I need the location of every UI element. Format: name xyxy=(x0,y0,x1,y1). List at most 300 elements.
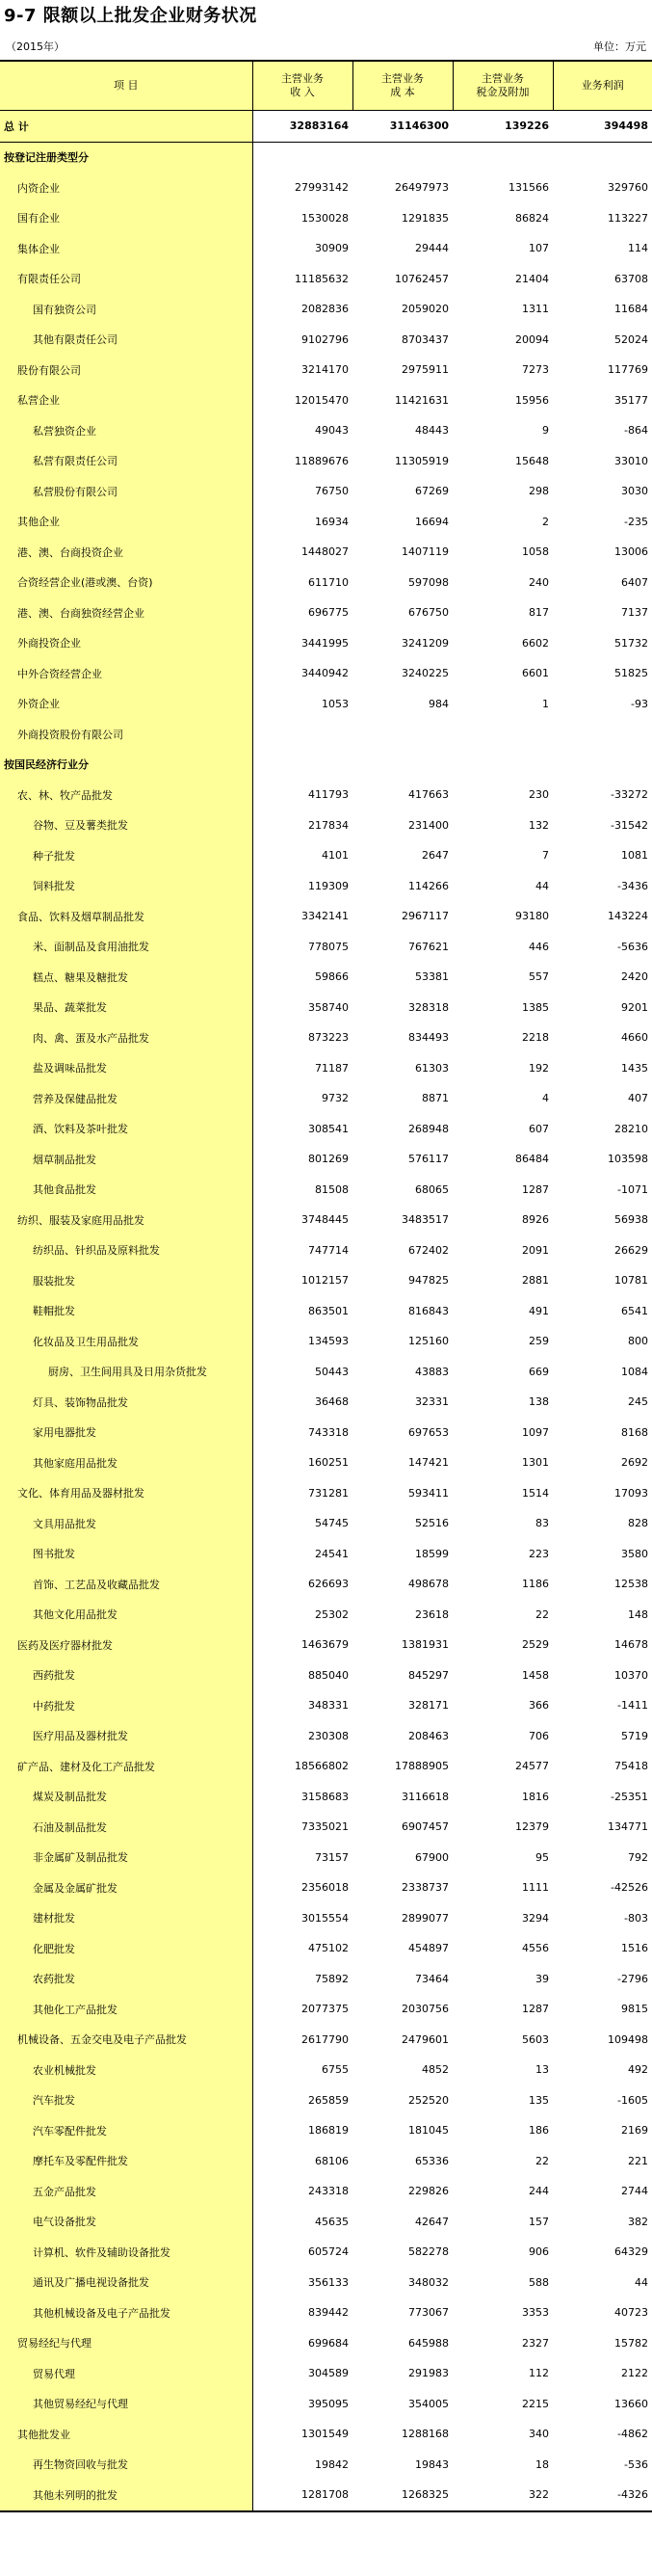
table-row xyxy=(0,871,652,902)
cost-cell: 67269 xyxy=(415,485,449,498)
profit-cell: 28210 xyxy=(614,1122,648,1135)
table-row xyxy=(0,2268,652,2298)
tax-cell: 112 xyxy=(529,2367,549,2380)
cost-cell: 26497973 xyxy=(395,181,449,195)
row-label: 贸易代理 xyxy=(0,2358,252,2389)
table-row xyxy=(0,264,652,295)
row-label: 农药批发 xyxy=(0,1964,252,1995)
row-label: 农业机械批发 xyxy=(0,2055,252,2085)
cost-cell: 11421631 xyxy=(395,393,449,407)
cost-cell: 17888905 xyxy=(395,1760,449,1773)
row-label: 谷物、豆及薯类批发 xyxy=(0,810,252,841)
cost-cell: 4852 xyxy=(422,2063,449,2077)
row-label: 股份有限公司 xyxy=(0,355,252,385)
table-row xyxy=(0,1022,652,1053)
revenue-cell: 1301549 xyxy=(301,2428,349,2441)
revenue-cell: 863501 xyxy=(308,1304,349,1317)
revenue-cell: 230308 xyxy=(308,1729,349,1742)
cost-cell: 181045 xyxy=(408,2124,449,2138)
cost-cell: 845297 xyxy=(408,1668,449,1682)
profit-cell: -25351 xyxy=(611,1790,648,1803)
tax-cell: 4 xyxy=(542,1092,549,1105)
cost-cell: 697653 xyxy=(408,1425,449,1439)
table-row xyxy=(0,2419,652,2450)
header-text: 主营业务 xyxy=(482,72,524,85)
cost-cell: 984 xyxy=(429,697,449,710)
revenue-cell: 3440942 xyxy=(301,667,349,680)
tax-cell: 6601 xyxy=(522,667,549,680)
row-label: 首饰、工艺品及收藏品批发 xyxy=(0,1569,252,1600)
row-label: 非金属矿及制品批发 xyxy=(0,1843,252,1873)
row-label: 其他有限责任公司 xyxy=(0,325,252,356)
table-row xyxy=(0,1447,652,1478)
tax-cell: 83 xyxy=(535,1517,549,1530)
row-label: 矿产品、建材及化工产品批发 xyxy=(0,1751,252,1782)
row-label: 酒、饮料及茶叶批发 xyxy=(0,1114,252,1145)
revenue-cell: 605724 xyxy=(308,2245,349,2259)
table-row xyxy=(0,1083,652,1114)
profit-cell: 51825 xyxy=(614,667,648,680)
table-row xyxy=(0,355,652,385)
cost-cell: 773067 xyxy=(408,2306,449,2320)
revenue-cell: 356133 xyxy=(308,2275,349,2289)
row-label: 汽车零配件批发 xyxy=(0,2115,252,2146)
revenue-cell: 76750 xyxy=(315,485,349,498)
tax-cell: 12379 xyxy=(515,1820,549,1834)
row-label: 盐及调味品批发 xyxy=(0,1053,252,1084)
cost-cell: 8703437 xyxy=(402,332,449,346)
cost-cell: 43883 xyxy=(415,1365,449,1378)
tax-cell: 139226 xyxy=(453,111,553,143)
cost-cell: 1268325 xyxy=(352,2480,453,2511)
table-row xyxy=(0,1265,652,1296)
revenue-cell: 30909 xyxy=(315,242,349,255)
tax-cell: 491 xyxy=(529,1304,549,1317)
profit-cell: 1516 xyxy=(621,1942,648,1955)
revenue-cell: 18566802 xyxy=(295,1760,349,1773)
revenue-cell: 4101 xyxy=(322,849,349,863)
row-label: 纺织品、针织品及原料批发 xyxy=(0,1235,252,1266)
tax-cell: 1816 xyxy=(522,1790,549,1803)
revenue-cell: 395095 xyxy=(308,2397,349,2410)
row-label: 通讯及广播电视设备批发 xyxy=(0,2268,252,2298)
table-row xyxy=(0,962,652,993)
tax-cell: 2215 xyxy=(522,2397,549,2410)
row-label: 其他食品批发 xyxy=(0,1175,252,1206)
cost-cell: 3240225 xyxy=(402,667,449,680)
row-label: 按国民经济行业分 xyxy=(0,750,252,781)
row-label: 煤炭及制品批发 xyxy=(0,1782,252,1813)
cost-cell: 834493 xyxy=(408,1031,449,1045)
table-row xyxy=(0,1660,652,1691)
cost-cell: 48443 xyxy=(415,424,449,438)
revenue-cell: 3158683 xyxy=(301,1790,349,1803)
cost-cell: 31146300 xyxy=(352,111,453,143)
revenue-cell: 2617790 xyxy=(301,2032,349,2046)
profit-cell: 56938 xyxy=(614,1213,648,1227)
tax-cell: 706 xyxy=(529,1729,549,1742)
table-row xyxy=(0,1357,652,1388)
tax-cell: 669 xyxy=(529,1365,549,1378)
table-row xyxy=(0,507,652,538)
profit-cell: 492 xyxy=(628,2063,648,2077)
revenue-cell: 873223 xyxy=(308,1031,349,1045)
cost-cell: 208463 xyxy=(408,1729,449,1742)
row-label: 其他机械设备及电子产品批发 xyxy=(0,2297,252,2328)
cost-cell: 42647 xyxy=(415,2215,449,2228)
profit-cell: 7137 xyxy=(621,606,648,620)
row-label: 中药批发 xyxy=(0,1690,252,1721)
table-row xyxy=(0,810,652,841)
cost-cell: 1291835 xyxy=(402,211,449,225)
cost-cell: 8871 xyxy=(422,1092,449,1105)
profit-cell: 245 xyxy=(628,1395,648,1409)
table-row xyxy=(0,901,652,932)
tax-cell: 7273 xyxy=(522,363,549,377)
tax-cell: 1458 xyxy=(522,1668,549,1682)
cost-cell: 29444 xyxy=(415,242,449,255)
tax-cell: 607 xyxy=(529,1122,549,1135)
row-label: 外资企业 xyxy=(0,689,252,720)
tax-cell: 2091 xyxy=(522,1243,549,1257)
profit-cell: 117769 xyxy=(608,363,648,377)
profit-cell: 329760 xyxy=(608,181,648,195)
tax-cell: 2218 xyxy=(522,1031,549,1045)
profit-cell: 6541 xyxy=(621,1304,648,1317)
revenue-cell: 27993142 xyxy=(295,181,349,195)
profit-cell: 52024 xyxy=(614,332,648,346)
revenue-cell: 265859 xyxy=(308,2093,349,2107)
cost-cell xyxy=(352,750,453,781)
row-label: 五金产品批发 xyxy=(0,2176,252,2207)
profit-cell: 1435 xyxy=(621,1061,648,1075)
revenue-cell: 1448027 xyxy=(301,545,349,559)
row-label: 私营股份有限公司 xyxy=(0,476,252,507)
header-tax xyxy=(453,61,553,111)
table-row xyxy=(0,2025,652,2056)
cost-cell: 2059020 xyxy=(402,303,449,316)
revenue-cell: 243318 xyxy=(308,2185,349,2198)
revenue-cell: 217834 xyxy=(308,818,349,832)
tax-cell: 557 xyxy=(529,970,549,984)
profit-cell: 75418 xyxy=(614,1760,648,1773)
profit-cell: 1084 xyxy=(621,1365,648,1378)
revenue-cell: 16934 xyxy=(315,515,349,528)
row-label: 烟草制品批发 xyxy=(0,1144,252,1175)
cost-cell: 16694 xyxy=(415,515,449,528)
profit-cell: -4326 xyxy=(553,2480,652,2511)
cost-cell: 1381931 xyxy=(402,1638,449,1652)
table-row xyxy=(0,1296,652,1327)
tax-cell: 2881 xyxy=(522,1274,549,1288)
cost-cell: 61303 xyxy=(415,1061,449,1075)
cost-cell: 582278 xyxy=(408,2245,449,2259)
cost-cell: 252520 xyxy=(408,2093,449,2107)
profit-cell xyxy=(553,142,652,173)
revenue-cell: 1281708 xyxy=(252,2480,352,2511)
tax-cell: 1301 xyxy=(522,1456,549,1470)
header-text: 主营业务 xyxy=(281,72,324,85)
row-label: 中外合资经营企业 xyxy=(0,658,252,689)
row-label: 私营有限责任公司 xyxy=(0,446,252,477)
table-row xyxy=(0,1478,652,1509)
revenue-cell: 81508 xyxy=(315,1182,349,1196)
row-label: 港、澳、台商独资经营企业 xyxy=(0,598,252,628)
row-label: 营养及保健品批发 xyxy=(0,1083,252,1114)
revenue-cell: 3015554 xyxy=(301,1911,349,1925)
table-header xyxy=(0,61,652,111)
row-label: 外商投资企业 xyxy=(0,628,252,659)
cost-cell: 32331 xyxy=(415,1395,449,1409)
cost-cell: 672402 xyxy=(408,1243,449,1257)
header-cost xyxy=(352,61,453,111)
profit-cell: 10781 xyxy=(614,1274,648,1288)
table-row xyxy=(0,719,652,750)
row-label: 图书批发 xyxy=(0,1539,252,1570)
row-label: 化肥批发 xyxy=(0,1933,252,1964)
row-label: 果品、蔬菜批发 xyxy=(0,993,252,1023)
row-label: 国有企业 xyxy=(0,203,252,234)
table-row xyxy=(0,1508,652,1539)
row-label: 服装批发 xyxy=(0,1265,252,1296)
table-row xyxy=(0,415,652,446)
tax-cell: 3353 xyxy=(522,2306,549,2320)
revenue-cell: 3748445 xyxy=(301,1213,349,1227)
tax-cell: 138 xyxy=(529,1395,549,1409)
tax-cell: 86824 xyxy=(515,211,549,225)
row-label: 其他企业 xyxy=(0,507,252,538)
cost-cell: 645988 xyxy=(408,2336,449,2350)
table-row xyxy=(0,1964,652,1995)
table-row xyxy=(0,1418,652,1448)
profit-cell: 2420 xyxy=(621,970,648,984)
row-label: 私营企业 xyxy=(0,385,252,416)
row-label: 有限责任公司 xyxy=(0,264,252,295)
revenue-cell: 71187 xyxy=(315,1061,349,1075)
row-label: 其他批发业 xyxy=(0,2419,252,2450)
tax-cell: 230 xyxy=(529,788,549,802)
cost-cell: 1407119 xyxy=(402,545,449,559)
profit-cell xyxy=(553,719,652,750)
table-row xyxy=(0,2328,652,2359)
profit-cell: 6407 xyxy=(621,575,648,589)
row-label: 西药批发 xyxy=(0,1660,252,1691)
table-row xyxy=(0,993,652,1023)
row-label: 内资企业 xyxy=(0,173,252,203)
tax-cell: 588 xyxy=(529,2275,549,2289)
profit-cell: 63708 xyxy=(614,272,648,285)
tax-cell: 259 xyxy=(529,1335,549,1348)
profit-cell: 10370 xyxy=(614,1668,648,1682)
total-row xyxy=(0,111,652,143)
revenue-cell: 54745 xyxy=(315,1517,349,1530)
financial-table xyxy=(0,60,652,2512)
table-row xyxy=(0,325,652,356)
table-row xyxy=(0,628,652,659)
cost-cell: 2967117 xyxy=(402,910,449,923)
table-row xyxy=(0,233,652,264)
tax-cell: 1097 xyxy=(522,1425,549,1439)
cost-cell: 68065 xyxy=(415,1182,449,1196)
table-row xyxy=(0,689,652,720)
cost-cell: 19843 xyxy=(415,2457,449,2471)
section-row xyxy=(0,750,652,781)
profit-cell: 44 xyxy=(635,2275,648,2289)
tax-cell: 107 xyxy=(529,242,549,255)
revenue-cell: 45635 xyxy=(315,2215,349,2228)
revenue-cell: 3214170 xyxy=(301,363,349,377)
revenue-cell: 3342141 xyxy=(301,910,349,923)
tax-cell: 3294 xyxy=(522,1911,549,1925)
cost-cell: 291983 xyxy=(408,2367,449,2380)
row-label: 糕点、糖果及糖批发 xyxy=(0,962,252,993)
table-row xyxy=(0,537,652,568)
revenue-cell: 3441995 xyxy=(301,636,349,650)
cost-cell: 11305919 xyxy=(395,454,449,467)
cost-cell: 231400 xyxy=(408,818,449,832)
table-row xyxy=(0,2115,652,2146)
cost-cell: 354005 xyxy=(408,2397,449,2410)
tax-cell: 1186 xyxy=(522,1578,549,1591)
tax-cell: 132 xyxy=(529,818,549,832)
profit-cell: 15782 xyxy=(614,2336,648,2350)
page-title: 9-7 限额以上批发企业财务状况 xyxy=(4,6,257,26)
revenue-cell: 186819 xyxy=(308,2124,349,2138)
table-caption-row xyxy=(0,39,652,54)
profit-cell: -31542 xyxy=(611,818,648,832)
revenue-cell: 160251 xyxy=(308,1456,349,1470)
cost-cell xyxy=(352,719,453,750)
cost-cell: 454897 xyxy=(408,1942,449,1955)
row-label: 外商投资股份有限公司 xyxy=(0,719,252,750)
table-row xyxy=(0,1387,652,1418)
profit-cell: -864 xyxy=(624,424,648,438)
row-label: 家用电器批发 xyxy=(0,1418,252,1448)
tax-cell: 4556 xyxy=(522,1942,549,1955)
revenue-cell: 611710 xyxy=(308,575,349,589)
tax-cell: 446 xyxy=(529,940,549,953)
tax-cell: 244 xyxy=(529,2185,549,2198)
revenue-cell: 134593 xyxy=(308,1335,349,1348)
revenue-cell: 68106 xyxy=(315,2154,349,2167)
table-row xyxy=(0,1782,652,1813)
revenue-cell: 475102 xyxy=(308,1942,349,1955)
table-row xyxy=(0,1235,652,1266)
tax-cell xyxy=(453,750,553,781)
revenue-cell: 699684 xyxy=(308,2336,349,2350)
cost-cell: 676750 xyxy=(408,606,449,620)
profit-cell: 800 xyxy=(628,1335,648,1348)
profit-cell: 12538 xyxy=(614,1578,648,1591)
profit-cell: 407 xyxy=(628,1092,648,1105)
table-row xyxy=(0,1053,652,1084)
profit-cell: 3030 xyxy=(621,485,648,498)
table-row xyxy=(0,1114,652,1145)
table-row xyxy=(0,2389,652,2420)
profit-cell: -1605 xyxy=(617,2093,648,2107)
tax-cell: 22 xyxy=(535,1607,549,1621)
profit-cell: 828 xyxy=(628,1517,648,1530)
table-row xyxy=(0,1326,652,1357)
row-label: 食品、饮料及烟草制品批发 xyxy=(0,901,252,932)
cost-cell: 18599 xyxy=(415,1547,449,1560)
table-row xyxy=(0,2450,652,2481)
revenue-cell: 348331 xyxy=(308,1699,349,1713)
revenue-cell: 2082836 xyxy=(301,303,349,316)
tax-cell: 95 xyxy=(535,1850,549,1864)
cost-cell: 498678 xyxy=(408,1578,449,1591)
revenue-cell: 778075 xyxy=(308,940,349,953)
row-label: 私营独资企业 xyxy=(0,415,252,446)
revenue-cell: 75892 xyxy=(315,1972,349,1985)
header-text: 成 本 xyxy=(390,86,415,98)
revenue-cell: 49043 xyxy=(315,424,349,438)
profit-cell: 17093 xyxy=(614,1486,648,1500)
row-label: 其他家庭用品批发 xyxy=(0,1447,252,1478)
row-label: 按登记注册类型分 xyxy=(0,142,252,173)
header-item xyxy=(0,61,252,111)
revenue-cell: 626693 xyxy=(308,1578,349,1591)
tax-cell: 1058 xyxy=(522,545,549,559)
tax-cell: 93180 xyxy=(515,910,549,923)
revenue-cell: 19842 xyxy=(315,2457,349,2471)
revenue-cell: 308541 xyxy=(308,1122,349,1135)
revenue-cell: 12015470 xyxy=(295,393,349,407)
cost-cell: 53381 xyxy=(415,970,449,984)
profit-cell: 382 xyxy=(628,2215,648,2228)
profit-cell: 9815 xyxy=(621,2003,648,2016)
row-label: 机械设备、五金交电及电子产品批发 xyxy=(0,2025,252,2056)
cost-cell: 147421 xyxy=(408,1456,449,1470)
header-text: 业务利润 xyxy=(581,79,624,92)
profit-cell: 792 xyxy=(628,1850,648,1864)
revenue-cell: 747714 xyxy=(308,1243,349,1257)
revenue-cell: 50443 xyxy=(315,1365,349,1378)
cost-cell xyxy=(352,142,453,173)
row-label: 其他未列明的批发 xyxy=(0,2480,252,2511)
profit-cell: 13006 xyxy=(614,545,648,559)
row-label: 文具用品批发 xyxy=(0,1508,252,1539)
row-label: 种子批发 xyxy=(0,840,252,871)
cost-cell: 2899077 xyxy=(402,1911,449,1925)
profit-cell: 35177 xyxy=(614,393,648,407)
profit-cell: 2744 xyxy=(621,2185,648,2198)
profit-cell: 4660 xyxy=(621,1031,648,1045)
table-row xyxy=(0,294,652,325)
tax-cell: 1287 xyxy=(522,2003,549,2016)
profit-cell: 2122 xyxy=(621,2367,648,2380)
header-text: 项 目 xyxy=(114,79,139,92)
revenue-cell: 1530028 xyxy=(301,211,349,225)
revenue-cell: 2077375 xyxy=(301,2003,349,2016)
row-label: 摩托车及零配件批发 xyxy=(0,2146,252,2177)
profit-cell: -42526 xyxy=(611,1881,648,1895)
tax-cell: 5603 xyxy=(522,2032,549,2046)
revenue-cell: 411793 xyxy=(308,788,349,802)
tax-cell: 1 xyxy=(542,697,549,710)
tax-cell: 15956 xyxy=(515,393,549,407)
revenue-cell: 24541 xyxy=(315,1547,349,1560)
profit-cell: -1411 xyxy=(617,1699,648,1713)
table-row xyxy=(0,1843,652,1873)
revenue-cell: 885040 xyxy=(308,1668,349,1682)
row-label: 金属及金属矿批发 xyxy=(0,1872,252,1903)
profit-cell: 3580 xyxy=(621,1547,648,1560)
profit-cell: -235 xyxy=(624,515,648,528)
row-label: 汽车批发 xyxy=(0,2085,252,2116)
tax-cell: 24577 xyxy=(515,1760,549,1773)
table-row xyxy=(0,1721,652,1752)
